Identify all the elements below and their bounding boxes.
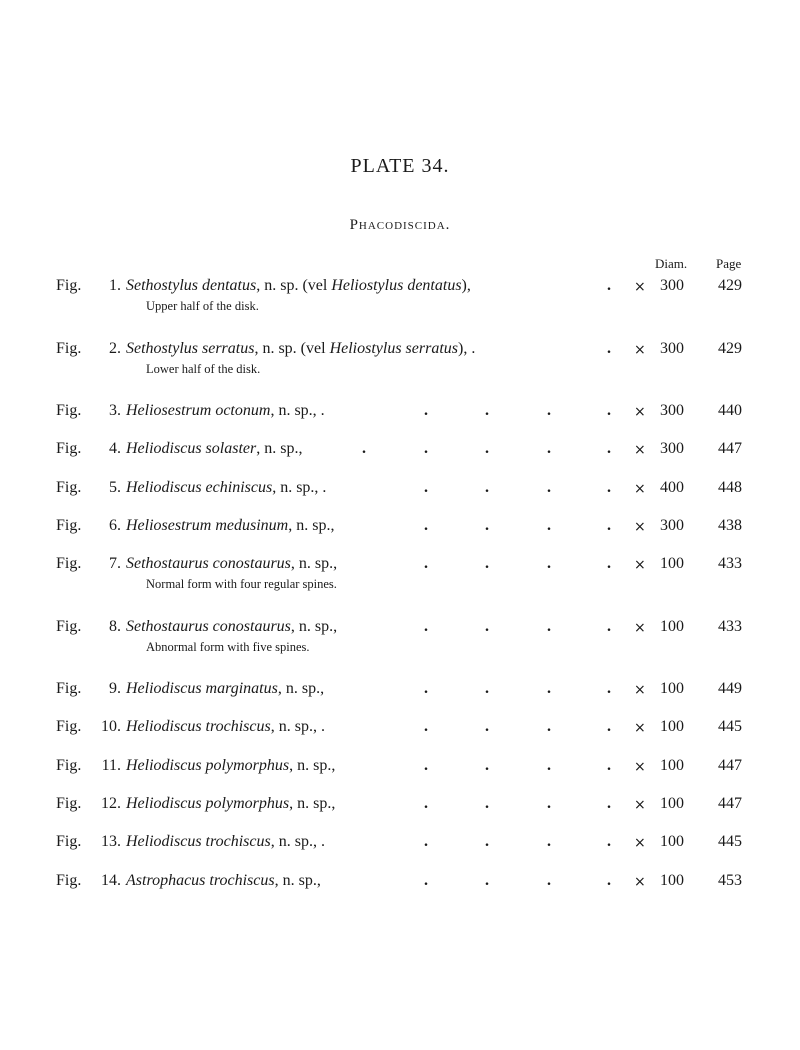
species-descriptor: , n. sp., . bbox=[270, 402, 325, 419]
figure-number: 8. bbox=[109, 618, 121, 635]
figure-number: 9. bbox=[109, 680, 121, 697]
figure-row bbox=[0, 555, 800, 595]
figure-number: 5. bbox=[109, 479, 121, 496]
fig-label: Fig. bbox=[56, 718, 82, 735]
figure-note: Normal form with four regular spines. bbox=[146, 577, 337, 591]
fig-label: Fig. bbox=[56, 680, 82, 697]
figure-row bbox=[0, 479, 800, 519]
page-value: 447 bbox=[718, 440, 742, 457]
leader-dot: . bbox=[607, 340, 611, 357]
species-genus: Heliodiscus polymorphus bbox=[126, 795, 290, 812]
species-tail: ), . bbox=[458, 340, 476, 357]
leader-dot: . bbox=[424, 479, 428, 496]
species-genus: Heliodiscus trochiscus bbox=[126, 833, 271, 850]
multiply-sign: × bbox=[634, 404, 646, 420]
leader-dot: . bbox=[547, 618, 551, 635]
figure-row bbox=[0, 757, 800, 797]
leader-dot: . bbox=[607, 757, 611, 774]
leader-dot: . bbox=[547, 479, 551, 496]
leader-dot: . bbox=[485, 517, 489, 534]
fig-label: Fig. bbox=[56, 555, 82, 572]
fig-label: Fig. bbox=[56, 440, 82, 457]
leader-dot: . bbox=[547, 872, 551, 889]
diameter-value: 100 bbox=[660, 618, 684, 635]
species-genus: Heliodiscus polymorphus bbox=[126, 757, 290, 774]
species-name bbox=[126, 479, 326, 497]
species-descriptor: , n. sp. (vel bbox=[254, 340, 330, 357]
leader-dot: . bbox=[485, 618, 489, 635]
figure-note: Upper half of the disk. bbox=[146, 299, 259, 313]
species-name bbox=[126, 517, 334, 535]
leader-dot: . bbox=[424, 872, 428, 889]
fig-label: Fig. bbox=[56, 479, 82, 496]
multiply-sign: × bbox=[634, 874, 646, 890]
leader-dot: . bbox=[607, 833, 611, 850]
species-descriptor: , n. sp., bbox=[288, 517, 335, 534]
fig-label: Fig. bbox=[56, 618, 82, 635]
multiply-sign: × bbox=[634, 557, 646, 573]
leader-dot: . bbox=[607, 517, 611, 534]
leader-dot: . bbox=[424, 402, 428, 419]
figure-number: 10. bbox=[101, 718, 121, 735]
species-name bbox=[126, 757, 335, 775]
figure-number: 12. bbox=[101, 795, 121, 812]
figure-row bbox=[0, 795, 800, 835]
species-name bbox=[126, 340, 475, 358]
leader-dot: . bbox=[547, 517, 551, 534]
page-value: 429 bbox=[718, 340, 742, 357]
multiply-sign: × bbox=[634, 720, 646, 736]
figure-number: 14. bbox=[101, 872, 121, 889]
fig-label: Fig. bbox=[56, 757, 82, 774]
figure-row bbox=[0, 517, 800, 557]
leader-dot: . bbox=[424, 517, 428, 534]
leader-dot: . bbox=[607, 479, 611, 496]
species-alt-name: Heliostylus serratus bbox=[329, 340, 459, 357]
diameter-value: 100 bbox=[660, 795, 684, 812]
family-title: Phacodiscida. bbox=[349, 217, 451, 233]
diameter-value: 400 bbox=[660, 479, 684, 496]
fig-label: Fig. bbox=[56, 517, 82, 534]
leader-dot: . bbox=[547, 440, 551, 457]
multiply-sign: × bbox=[634, 797, 646, 813]
page-column-header: Page bbox=[716, 256, 742, 271]
figure-row bbox=[0, 440, 800, 480]
species-descriptor: , n. sp., bbox=[289, 757, 336, 774]
page-value: 440 bbox=[718, 402, 742, 419]
figure-row bbox=[0, 833, 800, 873]
figure-row bbox=[0, 872, 800, 912]
species-genus: Heliosestrum medusinum bbox=[126, 517, 289, 534]
leader-dot: . bbox=[547, 757, 551, 774]
species-name bbox=[126, 718, 325, 736]
leader-dot: . bbox=[547, 402, 551, 419]
species-genus: Sethostylus serratus bbox=[126, 340, 255, 357]
multiply-sign: × bbox=[634, 519, 646, 535]
diam-column-header: Diam. bbox=[655, 256, 688, 271]
species-name bbox=[126, 277, 471, 295]
species-descriptor: , n. sp., bbox=[290, 555, 338, 572]
multiply-sign: × bbox=[634, 682, 646, 698]
species-descriptor: , n. sp., bbox=[274, 872, 321, 889]
leader-dot: . bbox=[424, 795, 428, 812]
leader-dot: . bbox=[485, 757, 489, 774]
leader-dot: . bbox=[485, 795, 489, 812]
species-descriptor: , n. sp., . bbox=[270, 718, 325, 735]
leader-dot: . bbox=[607, 618, 611, 635]
page-value: 445 bbox=[718, 833, 742, 850]
figure-note: Lower half of the disk. bbox=[146, 362, 261, 376]
leader-dot: . bbox=[607, 872, 611, 889]
figure-number: 7. bbox=[109, 555, 121, 572]
species-alt-name: Heliostylus dentatus bbox=[331, 277, 462, 294]
diameter-value: 300 bbox=[660, 440, 684, 457]
figure-row bbox=[0, 340, 800, 380]
multiply-sign: × bbox=[634, 620, 646, 636]
page-value: 433 bbox=[718, 618, 742, 635]
diameter-value: 300 bbox=[660, 340, 684, 357]
page-value: 449 bbox=[718, 680, 742, 697]
page-value: 433 bbox=[718, 555, 742, 572]
leader-dot: . bbox=[424, 833, 428, 850]
leader-dot: . bbox=[547, 680, 551, 697]
diameter-value: 100 bbox=[660, 872, 684, 889]
leader-dot: . bbox=[607, 795, 611, 812]
fig-label: Fig. bbox=[56, 340, 82, 357]
species-genus: Heliodiscus echiniscus bbox=[126, 479, 273, 496]
page-value: 429 bbox=[718, 277, 742, 294]
leader-dot: . bbox=[607, 555, 611, 572]
leader-dot: . bbox=[547, 555, 551, 572]
species-name bbox=[126, 440, 302, 458]
diameter-value: 100 bbox=[660, 555, 684, 572]
diameter-value: 300 bbox=[660, 277, 684, 294]
leader-dot: . bbox=[424, 757, 428, 774]
leader-dot: . bbox=[607, 680, 611, 697]
figure-number: 4. bbox=[109, 440, 121, 457]
leader-dot: . bbox=[547, 718, 551, 735]
leader-dot: . bbox=[485, 402, 489, 419]
species-genus: Sethostaurus conostaurus bbox=[126, 555, 291, 572]
species-name bbox=[126, 795, 335, 813]
leader-dot: . bbox=[607, 718, 611, 735]
diameter-value: 100 bbox=[660, 833, 684, 850]
fig-label: Fig. bbox=[56, 795, 82, 812]
leader-dot: . bbox=[485, 833, 489, 850]
leader-dot: . bbox=[424, 718, 428, 735]
species-genus: Astrophacus trochiscus bbox=[126, 872, 275, 889]
species-genus: Sethostaurus conostaurus bbox=[126, 618, 291, 635]
fig-label: Fig. bbox=[56, 277, 82, 294]
figure-number: 3. bbox=[109, 402, 121, 419]
species-descriptor: , n. sp., bbox=[256, 440, 303, 457]
multiply-sign: × bbox=[634, 759, 646, 775]
figure-row bbox=[0, 277, 800, 317]
species-descriptor: , n. sp., bbox=[277, 680, 325, 697]
species-descriptor: , n. sp., bbox=[289, 795, 336, 812]
species-genus: Heliodiscus trochiscus bbox=[126, 718, 271, 735]
leader-dot: . bbox=[485, 440, 489, 457]
page-value: 447 bbox=[718, 757, 742, 774]
species-name bbox=[126, 680, 324, 698]
species-descriptor: , n. sp., bbox=[290, 618, 338, 635]
leader-dot: . bbox=[485, 555, 489, 572]
species-descriptor: , n. sp. (vel bbox=[256, 277, 332, 294]
species-descriptor: , n. sp., . bbox=[272, 479, 327, 496]
multiply-sign: × bbox=[634, 481, 646, 497]
multiply-sign: × bbox=[634, 279, 646, 295]
leader-dot: . bbox=[362, 440, 366, 457]
species-name bbox=[126, 872, 321, 890]
diameter-value: 300 bbox=[660, 517, 684, 534]
figure-row bbox=[0, 718, 800, 758]
page-value: 448 bbox=[718, 479, 742, 496]
figure-number: 2. bbox=[109, 340, 121, 357]
fig-label: Fig. bbox=[56, 872, 82, 889]
diameter-value: 100 bbox=[660, 680, 684, 697]
page-value: 453 bbox=[718, 872, 742, 889]
page-value: 445 bbox=[718, 718, 742, 735]
species-descriptor: , n. sp., . bbox=[270, 833, 325, 850]
leader-dot: . bbox=[607, 402, 611, 419]
page-value: 438 bbox=[718, 517, 742, 534]
species-genus: Heliodiscus solaster bbox=[126, 440, 257, 457]
plate-title: PLATE 34. bbox=[350, 155, 450, 177]
figure-number: 13. bbox=[101, 833, 121, 850]
figure-number: 6. bbox=[109, 517, 121, 534]
diameter-value: 100 bbox=[660, 757, 684, 774]
figure-row bbox=[0, 402, 800, 442]
fig-label: Fig. bbox=[56, 402, 82, 419]
multiply-sign: × bbox=[634, 442, 646, 458]
leader-dot: . bbox=[485, 872, 489, 889]
figure-row bbox=[0, 680, 800, 720]
species-name bbox=[126, 555, 337, 573]
species-genus: Sethostylus dentatus bbox=[126, 277, 257, 294]
multiply-sign: × bbox=[634, 835, 646, 851]
leader-dot: . bbox=[485, 479, 489, 496]
species-genus: Heliodiscus marginatus bbox=[126, 680, 278, 697]
figure-number: 11. bbox=[101, 757, 121, 774]
species-genus: Heliosestrum octonum bbox=[126, 402, 271, 419]
leader-dot: . bbox=[547, 833, 551, 850]
figure-note: Abnormal form with five spines. bbox=[146, 640, 310, 654]
leader-dot: . bbox=[607, 277, 611, 294]
leader-dot: . bbox=[424, 440, 428, 457]
leader-dot: . bbox=[424, 680, 428, 697]
species-name bbox=[126, 618, 337, 636]
figure-number: 1. bbox=[109, 277, 121, 294]
leader-dot: . bbox=[485, 718, 489, 735]
leader-dot: . bbox=[485, 680, 489, 697]
leader-dot: . bbox=[547, 795, 551, 812]
multiply-sign: × bbox=[634, 342, 646, 358]
species-name bbox=[126, 402, 325, 420]
page-value: 447 bbox=[718, 795, 742, 812]
figure-row bbox=[0, 618, 800, 658]
leader-dot: . bbox=[424, 618, 428, 635]
diameter-value: 100 bbox=[660, 718, 684, 735]
leader-dot: . bbox=[607, 440, 611, 457]
diameter-value: 300 bbox=[660, 402, 684, 419]
fig-label: Fig. bbox=[56, 833, 82, 850]
species-tail: ), bbox=[461, 277, 471, 294]
species-name bbox=[126, 833, 325, 851]
leader-dot: . bbox=[424, 555, 428, 572]
